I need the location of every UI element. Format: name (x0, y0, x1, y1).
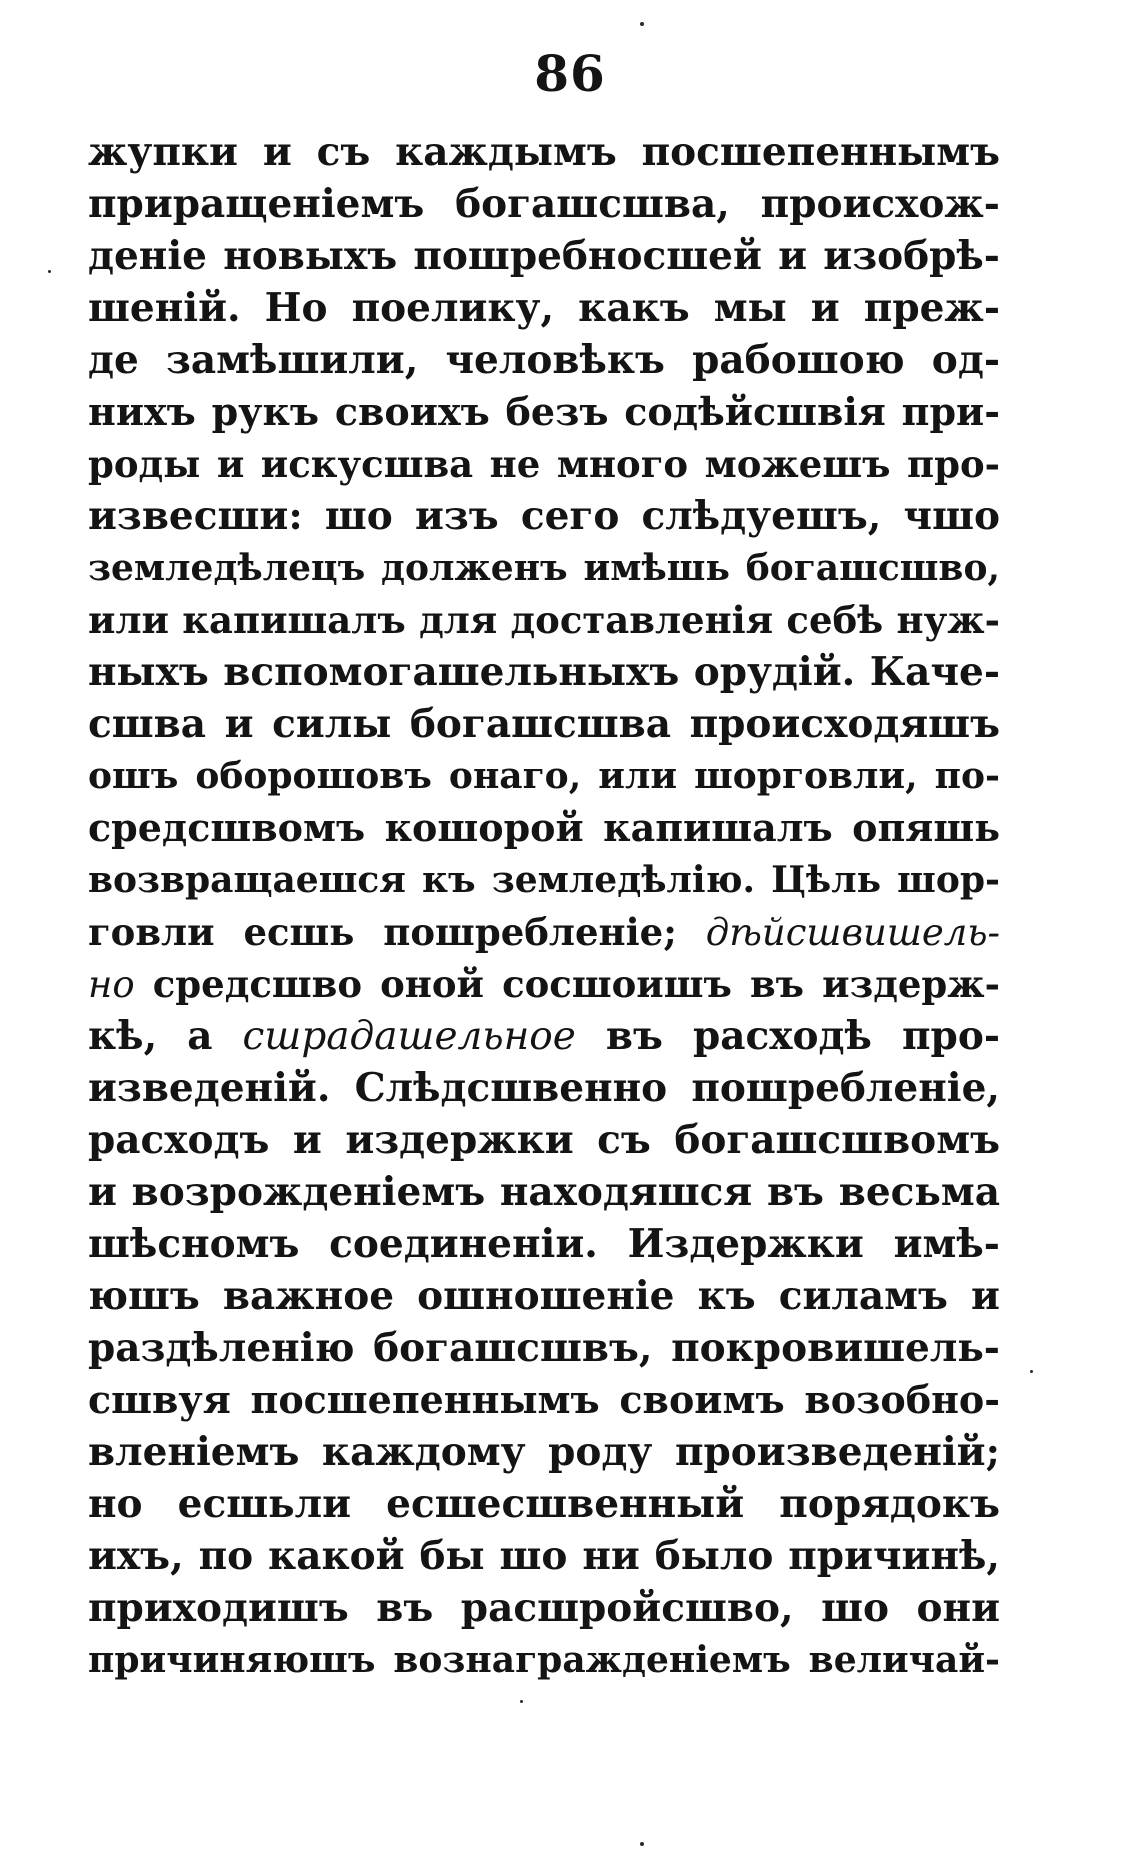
text-line: извесши: шо изъ сего слѣдуешъ, чшо (88, 493, 1000, 539)
print-speck (1030, 1370, 1033, 1373)
print-speck (48, 270, 51, 273)
text-line: ихъ, по какой бы шо ни было причинѣ, (88, 1533, 1000, 1579)
page-number: 86 (534, 44, 606, 103)
text-line: причиняюшъ вознагражденіемъ величай- (88, 1639, 1000, 1681)
text-line: де замѣшили, человѣкъ рабошою од- (88, 337, 1000, 383)
text-line: шѣсномъ соединеніи. Издержки имѣ- (88, 1221, 1000, 1267)
text-line (88, 1010, 1000, 1062)
print-speck (640, 1842, 644, 1846)
text-line: жупки и съ каждымъ посшепеннымъ (88, 129, 1000, 175)
text-line: сшвуя посшепеннымъ своимъ возобно- (88, 1377, 1000, 1422)
text-line: средсшвомъ кошорой капишалъ опяшь (88, 805, 1000, 850)
text-line: ошъ оборошовъ онаго, или шорговли, по- (88, 755, 1000, 797)
text-line: сшва и силы богашсшва происходяшъ (88, 701, 1000, 747)
italic-phrase: дѣйсшвишель- (705, 911, 1000, 954)
print-speck (520, 1700, 523, 1703)
text-line: ныхъ вспомогашельныхъ орудій. Каче- (88, 649, 1000, 695)
text-line: вленіемъ каждому роду произведеній; (88, 1429, 1000, 1475)
text-line: приращеніемъ богашсшва, происхож- (88, 181, 1000, 227)
text-line: но есшьли есшесшвенный порядокъ (88, 1481, 1000, 1527)
text-line: или капишалъ для доставленія себѣ нуж- (88, 598, 1000, 642)
text-line: и возрожденіемъ находяшся въ весьма (88, 1169, 1000, 1215)
text-line: юшъ важное ошношеніе къ силамъ и (88, 1273, 1000, 1319)
text-line: роды и искусшва не много можешъ про- (88, 442, 1000, 486)
print-speck (640, 22, 644, 26)
text-segment: въ расходѣ про- (605, 1013, 1001, 1059)
text-line: раздѣленію богашсшвъ, покровишель- (88, 1325, 1000, 1371)
text-line: возвращаешся къ земледѣлію. Цѣль шор- (88, 859, 1000, 901)
text-line: изведеній. Слѣдсшвенно пошребленіе, (88, 1065, 1000, 1111)
text-segment: средсшво оной сосшоишъ въ издерж- (152, 962, 1000, 1006)
text-line: приходишъ въ расшройсшво, шо они (88, 1585, 1000, 1631)
text-line: земледѣлецъ долженъ имѣшь богашсшво, (88, 547, 1000, 589)
italic-phrase: но (88, 963, 135, 1006)
body-text (88, 126, 1000, 1686)
text-segment: кѣ, а (88, 1013, 213, 1059)
italic-phrase: сшрадашельное (242, 1014, 576, 1059)
text-line: расходъ и издержки съ богашсшвомъ (88, 1117, 1000, 1163)
text-segment: говли есшь пошребленіе; (88, 910, 677, 954)
text-line: нихъ рукъ своихъ безъ содѣйсшвія при- (88, 389, 1000, 434)
text-line (88, 906, 1000, 958)
text-line: деніе новыхъ пошребносшей и изобрѣ- (88, 233, 1000, 279)
text-line: шеній. Но поелику, какъ мы и преж- (88, 285, 1000, 331)
text-line (88, 958, 1000, 1010)
